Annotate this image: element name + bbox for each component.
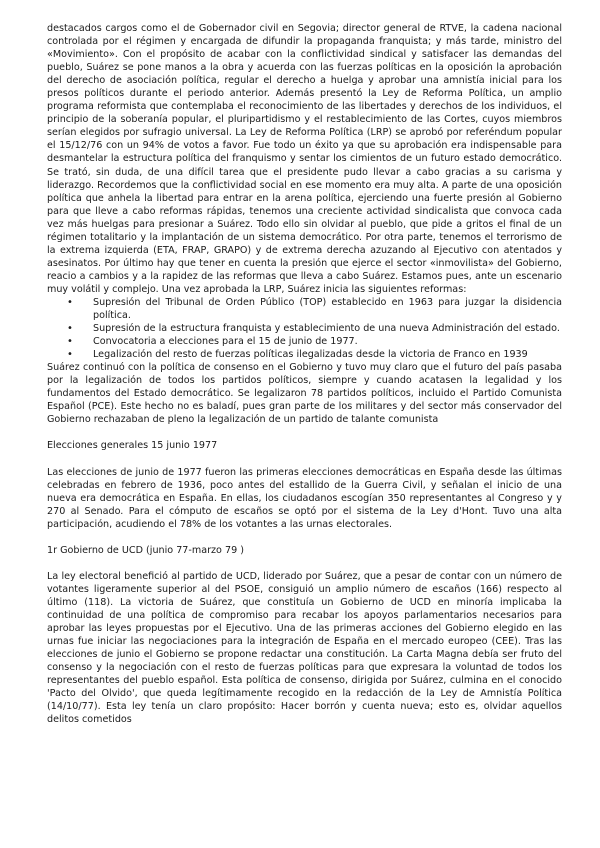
section-heading: Elecciones generales 15 junio 1977 xyxy=(47,440,218,452)
list-item: • Legalización del resto de fuerzas políticas ilegalizadas desde la victoria de Franco en 1939 xyxy=(79,348,562,361)
body-paragraph: Las elecciones de junio de 1977 fueron las primeras elecciones democráticas en España desde las últimas celebradas en febrero de 1936, poco antes del estallido de la Guerra Civil, y señalan el inicio de una nueva era democrática en España. En ellas, los ciudadanos escogían 350 representantes al Congreso y y 270 al Senado. Para el cómputo de escaños se optó por el sistema de la Ley d'Hont. Tuvo una alta participación, acudiendo el 78% de los votantes a las urnas electorales. xyxy=(47,466,562,530)
list-item: • Convocatoria a elecciones para el 15 de junio de 1977. xyxy=(79,335,562,348)
list-item: • Supresión de la estructura franquista y establecimiento de una nueva Administración del estado. xyxy=(79,322,562,335)
body-paragraph: La ley electoral benefició al partido de UCD, liderado por Suárez, que a pesar de contar con un número de votantes ligeramente superior al del PSOE, consiguió un amplio número de escaños (166) respecto al último (118). La victoria de Suárez, que constituía un Gobierno de UCD en minoría implicaba la continuidad de una política de compromiso para recabar los apoyos parlamentarios necesarios para aprobar las leyes propuestas por el Ejecutivo. Una de las primeras acciones del Gobierno elegido en las urnas fue iniciar las negociaciones para la integración de España en el mercado europeo (CEE). Tras las elecciones de junio el Gobierno se propone redactar una constitución. La Carta Magna debía ser fruto del consenso y la negociación con el resto de fuerzas políticas para que expresara la voluntad de todos los representantes del pueblo español. Esta política de consenso, dirigida por Suárez, culmina en el conocido 'Pacto del Olvido', que queda legítimamente recogido en la redacción de la Ley de Amnistía Política (14/10/77). Esta ley tenía un claro propósito: Hacer borrón y cuenta nueva; esto es, olvidar aquellos delitos cometidos xyxy=(47,570,562,726)
body-paragraph: Suárez continuó con la política de consenso en el Gobierno y tuvo muy claro que el futuro del país pasaba por la legalización de todos los partidos políticos, siempre y cuando acatasen la legalidad y los fundamentos del Estado democrático. Se legalizaron 78 partidos políticos, incluido el Partido Comunista Español (PCE). Este hecho no es baladí, pues gran parte de los militares y del sector más conservador del Gobierno rechazaban de pleno la legalización de un partido de talante comunista xyxy=(47,362,562,426)
list-item: • Supresión del Tribunal de Orden Público (TOP) establecido en 1963 para juzgar la disidencia política. xyxy=(79,296,562,322)
body-paragraph: destacados cargos como el de Gobernador civil en Segovia; director general de RTVE, la cadena nacional controlada por el régimen y encargada de difundir la propaganda franquista; y más tarde, ministro del «Movimiento». Con el propósito de acabar con la conflictividad sindical y satisfacer las demandas del pueblo, Suárez se pone manos a la obra y acuerda con las fuerzas políticas en la oposición la aprobación del derecho de asociación política, regular el derecho a huelga y aprobar una amnistía inicial para los presos políticos durante el periodo anterior. Además presentó la Ley de Reforma Política, un amplio programa reformista que contemplaba el reconocimiento de las libertades y derechos de los individuos, el principio de la soberanía popular, el pluripartidismo y el restablecimiento de las Cortes, cuyos miembros serían elegidos por sufragio universal. La Ley de Reforma Política (LRP) se aprobó por referéndum popular el 15/12/76 con un 94% de votos a favor. Fue todo un éxito ya que su aprobación era indispensable para desmantelar la estructura política del franquismo y sentar los cimientos de un futuro estado democrático. Se trató, sin duda, de una difícil tarea que el presidente pudo llevar a cabo gracias a su carisma y liderazgo. Recordemos que la conflictividad social en ese momento era muy alta. A parte de una oposición política que anhela la libertad para entrar en la arena política, ejerciendo una fuerte presión al Gobierno para que lleve a cabo reformas rápidas, tenemos una creciente actividad sindicalista que convoca cada vez más huelgas para presionar a Suárez. Todo ello sin olvidar al pueblo, que pide a gritos el final de un régimen totalitario y la implantación de un sistema democrático. Por otra parte, tenemos el terrorismo de la extrema izquierda (ETA, FRAP, GRAPO) y de extrema derecha azuzando al Ejecutivo con atentados y asesinatos. Por último hay que tener en cuenta la presión que ejerce el sector «inmovilista» del Gobierno, reacio a cambios y a la rapidez de las reformas que lleva a cabo Suárez. Estamos pues, ante un escenario muy volátil y complejo. Una vez aprobada la LRP, Suárez inicia las siguientes reformas: xyxy=(47,23,562,295)
reforms-list xyxy=(47,296,562,361)
section-heading: 1r Gobierno de UCD (junio 77-marzo 79 ) xyxy=(47,544,244,556)
